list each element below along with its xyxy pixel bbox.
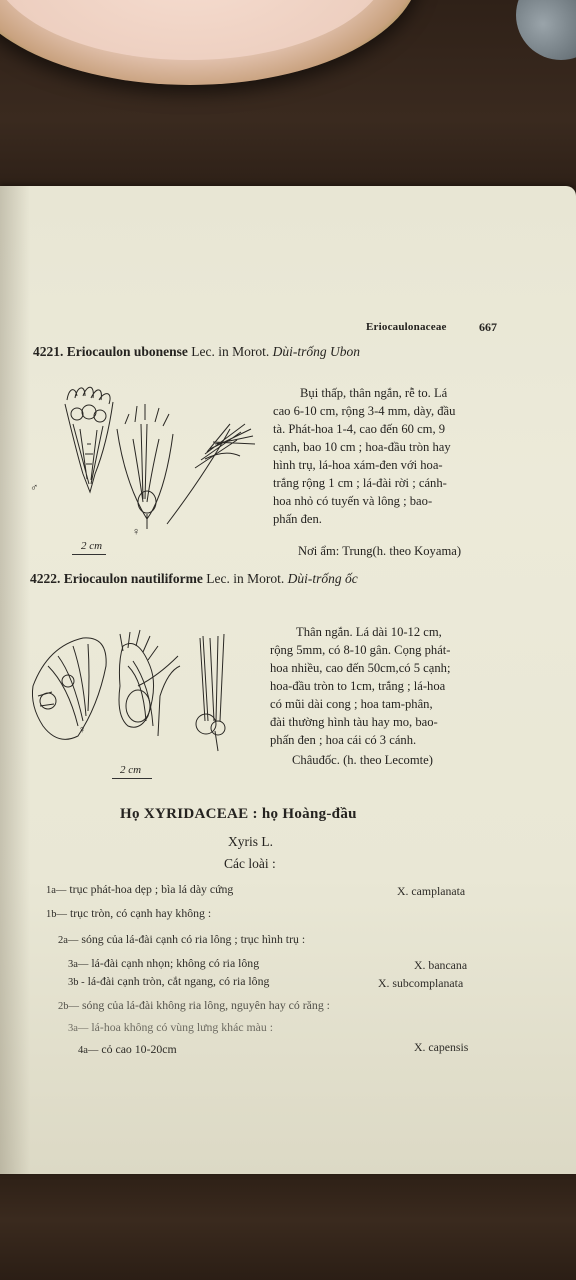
page-number: 667 [479,320,497,334]
species-4222-title [30,571,358,587]
description-line: hoa nhiều, cao đến 50cm,có 5 cạnh; [270,661,451,675]
family-heading: Họ XYRIDACEAE : họ Hoàng-đầu [120,806,357,822]
description-line: phấn đen. [273,512,322,526]
key-text: lá-đài cạnh nhọn; không có ria lông [91,956,260,970]
key-entry [58,998,330,1013]
key-entry [68,1020,273,1035]
species-author: Lec. in Morot. [191,344,270,359]
species-name: Eriocaulon nautiliforme [63,571,203,586]
description-line: Bụi thấp, thân ngắn, rễ to. Lá [300,386,448,400]
book-page [0,186,576,1174]
scale-bar [112,778,152,779]
female-symbol: ♀ [78,724,87,736]
key-entry [68,974,269,989]
key-text: lá-đài cạnh tròn, cắt ngang, có ria lông [87,974,270,988]
male-symbol: ♂ [30,482,39,494]
key-text: sóng của lá-đài cạnh có ria lông ; trục hình trụ : [81,932,306,946]
description-line: đài thường hình tàu hay mo, bao- [270,715,438,729]
key-text: cỏ cao 10-20cm [101,1042,177,1056]
species-4221-title [33,344,360,360]
distribution: Nơi ẩm: Trung(h. theo Koyama) [298,544,462,558]
key-species: X. camplanata [397,884,466,898]
table-surface-bottom [0,1160,576,1280]
eriocaulon-nautiliforme-illustration [28,626,268,756]
species-number: 4222. [30,571,61,586]
key-code: 3a— [68,959,89,970]
species-number: 4221. [33,344,64,359]
scale-label: 2 cm [81,540,103,552]
key-text: sóng của lá-đài không ria lông, nguyên hay có răng : [81,998,330,1012]
running-title: Eriocaulonaceae [366,321,447,333]
key-entry [58,932,305,947]
key-code: 2b— [58,1001,79,1012]
scale-bar [72,554,106,555]
description-line: hoa nhỏ có tuyến và lông ; bao- [273,494,433,508]
key-text: lá-hoa không có vùng lưng khác màu : [91,1020,274,1034]
description-line: tà. Phát-hoa 1-4, cao đến 60 cm, 9 [273,422,446,436]
distribution: Châuđốc. (h. theo Lecomte) [292,753,433,767]
description-line: có mũi dài cong ; hoa tam-phân, [270,697,433,711]
key-text: trục tròn, có cạnh hay không : [69,906,212,920]
scale-label: 2 cm [120,764,142,776]
species-heading: Các loài : [224,856,276,871]
key-entry [78,1042,177,1057]
description-line: rộng 5mm, có 8-10 gân. Cọng phát- [270,643,451,657]
key-code: 2a— [58,935,79,946]
description-line: hoa-đầu tròn to 1cm, trắng ; lá-hoa [270,679,446,693]
description-line: hình trụ, lá-hoa xám-đen với hoa- [273,458,443,472]
eriocaulon-ubonense-illustration [55,384,265,544]
key-code: 3a— [68,1023,89,1034]
key-text: trục phát-hoa dẹp ; bìa lá dày cứng [69,882,234,896]
key-code: 1a— [46,885,67,896]
description-line: cao 6-10 cm, rộng 3-4 mm, dày, đầu [273,404,456,418]
key-entry [46,906,211,921]
female-symbol: ♀ [132,526,141,538]
key-entry [68,956,259,971]
key-code: 3b - [68,977,85,988]
key-species: X. subcomplanata [378,976,464,990]
description-line: trắng rộng 1 cm ; lá-đài rời ; cánh- [273,476,447,490]
key-species: X. capensis [414,1040,469,1054]
species-vernacular: Dùi-trống Ubon [272,344,361,359]
key-code: 1b— [46,909,67,920]
species-author: Lec. in Morot. [206,571,285,586]
description-line: cạnh, bao 10 cm ; hoa-đầu tròn hay [273,440,451,454]
species-vernacular: Dùi-trống ốc [287,571,358,586]
description-line: phấn đen ; hoa cái có 3 cánh. [270,733,417,747]
description-line: Thân ngắn. Lá dài 10-12 cm, [296,625,442,639]
species-name: Eriocaulon ubonense [66,344,188,359]
key-species: X. bancana [414,958,468,972]
genus-name: Xyris L. [228,834,273,849]
key-entry [46,882,233,897]
key-code: 4a— [78,1045,99,1056]
